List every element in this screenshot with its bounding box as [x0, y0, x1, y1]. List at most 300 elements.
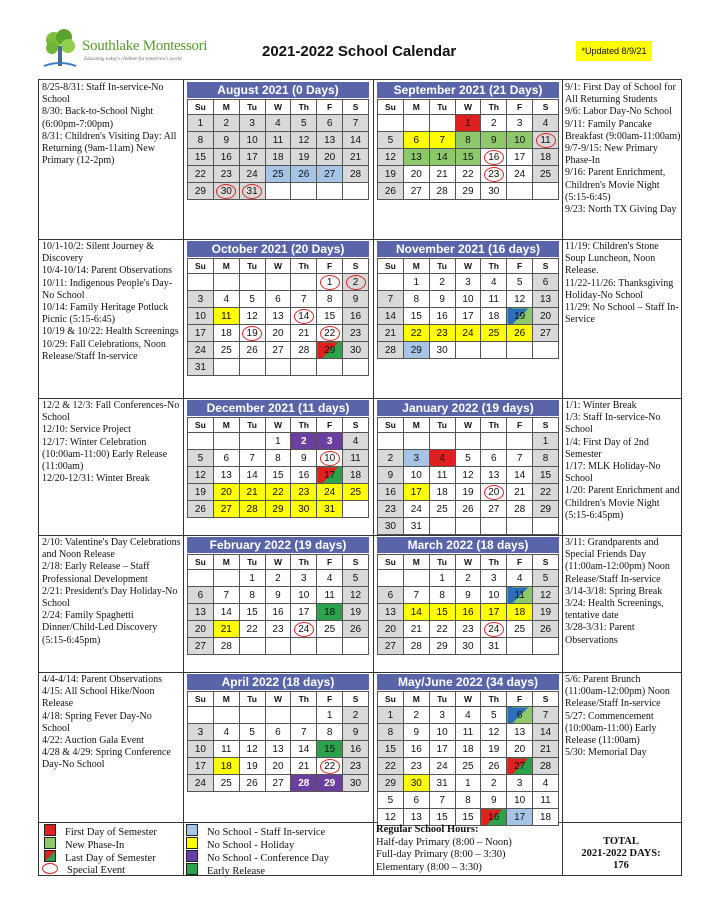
date-number: 30: [410, 777, 422, 789]
day-cell: [291, 484, 317, 501]
day-cell: [239, 291, 265, 308]
day-header: M: [403, 418, 429, 433]
day-cell: [533, 707, 559, 724]
note-line: 10/11: Indigenous People's Day-No School: [42, 277, 173, 301]
day-cell: [507, 132, 533, 149]
day-cell: [403, 274, 429, 291]
date-number: 6: [491, 452, 497, 464]
date-number: 9: [223, 134, 230, 146]
dark-green-swatch-icon: [186, 863, 198, 875]
date-number: 4: [542, 117, 549, 129]
date-number: 17: [436, 743, 448, 755]
day-cell: [429, 291, 455, 308]
date-number: 22: [384, 760, 396, 772]
day-cell: [343, 433, 369, 450]
day-cell: [507, 587, 533, 604]
day-cell: [481, 467, 507, 484]
date-number: 30: [349, 344, 362, 356]
day-cell: [429, 450, 455, 467]
date-number: 26: [246, 777, 258, 789]
date-number: 10: [194, 310, 206, 322]
day-cell: [317, 570, 343, 587]
date-number: 18: [539, 811, 552, 823]
day-header: S: [533, 418, 559, 433]
day-cell: [507, 115, 533, 132]
notes-aug: [42, 82, 181, 237]
date-number: 31: [436, 777, 448, 789]
date-number: 15: [410, 310, 422, 322]
date-number: 13: [272, 743, 284, 755]
day-cell: [378, 291, 404, 308]
day-cell: [317, 484, 343, 501]
day-cell: [188, 291, 214, 308]
month-table: [187, 554, 369, 655]
day-cell: [455, 792, 481, 809]
special-event-date: 19: [242, 326, 262, 341]
date-number: 18: [220, 760, 232, 772]
note-line: 9/23: North TX Giving Day: [565, 204, 677, 216]
date-number: 11: [462, 726, 474, 738]
date-number: 28: [220, 640, 232, 652]
day-header: S: [343, 418, 369, 433]
day-header: F: [507, 692, 533, 707]
day-cell: [265, 724, 291, 741]
date-number: 8: [197, 134, 204, 146]
note-line: 1/17: MLK Holiday-No School: [565, 461, 661, 485]
date-number: 3: [249, 117, 255, 129]
day-header: Su: [188, 259, 214, 274]
day-cell: [507, 450, 533, 467]
date-number: 11: [272, 134, 284, 146]
date-number: 5: [491, 709, 497, 721]
date-number: 20: [539, 310, 552, 322]
day-cell: [317, 308, 343, 325]
month-title: October 2021 (20 Days): [187, 241, 369, 257]
day-cell: [429, 149, 455, 166]
date-number: 28: [349, 168, 362, 180]
day-cell: [403, 115, 429, 132]
day-cell: [213, 149, 239, 166]
day-cell: [265, 467, 291, 484]
date-number: 7: [387, 293, 394, 305]
day-header: M: [213, 555, 239, 570]
day-cell: [481, 638, 507, 655]
day-cell: [429, 707, 455, 724]
day-cell: [188, 166, 214, 183]
day-cell: [455, 724, 481, 741]
date-number: 20: [194, 623, 206, 635]
month-table: [187, 417, 369, 518]
date-number: 6: [413, 134, 420, 146]
day-cell: [429, 433, 455, 450]
notes-mar: [565, 537, 681, 670]
day-cell: [507, 308, 533, 325]
day-cell: [429, 638, 455, 655]
day-cell: [265, 570, 291, 587]
day-cell: [403, 467, 429, 484]
day-cell: [507, 149, 533, 166]
month-title: August 2021 (0 Days): [187, 82, 369, 98]
date-number: 9: [413, 726, 420, 738]
day-cell: [213, 621, 239, 638]
day-cell: [213, 758, 239, 775]
day-cell: [455, 775, 481, 792]
day-cell: [507, 792, 533, 809]
day-cell: [481, 741, 507, 758]
day-cell: [291, 450, 317, 467]
date-number: 18: [462, 743, 474, 755]
date-number: 10: [514, 794, 526, 806]
day-header: Tu: [239, 100, 265, 115]
day-cell: [378, 775, 404, 792]
day-cell: [343, 467, 369, 484]
note-line: 3/14-3/18: Spring Break: [565, 585, 663, 597]
day-cell: [291, 758, 317, 775]
date-number: 21: [298, 327, 310, 339]
day-cell: [455, 325, 481, 342]
day-header: M: [403, 692, 429, 707]
date-number: 12: [462, 469, 474, 481]
special-event-date: 22: [320, 759, 340, 774]
day-header: Su: [378, 100, 404, 115]
day-cell: [455, 638, 481, 655]
date-number: 4: [275, 117, 281, 129]
day-cell: [403, 342, 429, 359]
day-cell: [378, 274, 404, 291]
note-line: 1/3: Staff In-service-No School: [565, 412, 661, 436]
day-cell: [429, 570, 455, 587]
date-number: 19: [488, 743, 500, 755]
date-number: 20: [514, 743, 526, 755]
day-cell: [265, 758, 291, 775]
date-number: 13: [514, 726, 526, 738]
date-number: 30: [436, 344, 448, 356]
day-cell: [533, 325, 559, 342]
date-number: 26: [514, 327, 526, 339]
day-cell: [403, 325, 429, 342]
date-number: 8: [542, 452, 549, 464]
date-number: 29: [436, 640, 448, 652]
month-table: [377, 258, 559, 359]
day-cell: [239, 621, 265, 638]
day-cell: [188, 587, 214, 604]
day-cell: [291, 342, 317, 359]
day-cell: [343, 359, 369, 376]
special-event-date: 22: [320, 326, 340, 341]
day-cell: [188, 707, 214, 724]
total-days: TOTAL 2021-2022 DAYS: 176: [581, 836, 661, 871]
day-cell: [213, 359, 239, 376]
date-number: 29: [272, 503, 284, 515]
day-cell: [429, 518, 455, 535]
date-number: 21: [246, 486, 258, 498]
note-line: 10/29: Fall Celebrations, Noon Release/Staff In-service: [42, 338, 166, 362]
day-cell: [481, 308, 507, 325]
date-number: 25: [436, 503, 448, 515]
day-cell: [378, 433, 404, 450]
day-cell: [429, 484, 455, 501]
day-cell: [188, 638, 214, 655]
day-cell: [507, 274, 533, 291]
day-cell: [317, 450, 343, 467]
month-title: April 2022 (18 days): [187, 674, 369, 690]
day-header: S: [343, 259, 369, 274]
date-number: 28: [539, 760, 552, 772]
day-header: M: [213, 418, 239, 433]
day-cell: [291, 291, 317, 308]
day-cell: [455, 467, 481, 484]
date-number: 1: [439, 572, 445, 584]
day-cell: [317, 274, 343, 291]
date-number: 7: [352, 117, 359, 129]
note-line: 2/21: President's Day Holiday-No School: [42, 585, 178, 610]
day-cell: [239, 166, 265, 183]
month-title: May/June 2022 (34 days): [377, 674, 559, 690]
day-header: Tu: [429, 692, 455, 707]
month-may-june-2022: [377, 674, 559, 826]
date-number: 4: [352, 435, 359, 447]
date-number: 2: [352, 709, 359, 721]
month-january-2022: [377, 400, 559, 535]
day-cell: [239, 325, 265, 342]
date-number: 31: [488, 640, 500, 652]
day-header: W: [455, 259, 481, 274]
day-cell: [429, 758, 455, 775]
date-number: 14: [384, 310, 396, 322]
day-cell: [343, 291, 369, 308]
day-header: Th: [291, 555, 317, 570]
date-number: 10: [436, 726, 448, 738]
date-number: 4: [223, 293, 230, 305]
note-line: 8/25-8/31: Staff In-service-No School: [42, 82, 164, 106]
day-cell: [403, 570, 429, 587]
date-number: 4: [465, 709, 471, 721]
day-cell: [403, 518, 429, 535]
day-cell: [317, 166, 343, 183]
day-cell: [481, 484, 507, 501]
date-number: 24: [194, 777, 206, 789]
date-number: 4: [326, 572, 333, 584]
date-number: 4: [542, 777, 549, 789]
date-number: 6: [516, 709, 523, 721]
day-cell: [265, 433, 291, 450]
month-title: September 2021 (21 Days): [377, 82, 559, 98]
day-cell: [481, 149, 507, 166]
day-cell: [188, 359, 214, 376]
day-cell: [239, 775, 265, 792]
school-tagline: Educating today's children for tomorrow's world: [84, 57, 182, 62]
date-number: 1: [465, 117, 471, 129]
month-october-2021: [187, 241, 369, 376]
day-cell: [291, 467, 317, 484]
date-number: 22: [246, 623, 258, 635]
day-cell: [317, 775, 343, 792]
month-february-2022: [187, 537, 369, 655]
date-number: 10: [194, 743, 206, 755]
day-cell: [317, 707, 343, 724]
date-number: 14: [220, 606, 232, 618]
date-number: 6: [326, 117, 333, 129]
day-cell: [507, 724, 533, 741]
date-number: 10: [410, 469, 422, 481]
day-cell: [188, 149, 214, 166]
day-cell: [291, 741, 317, 758]
day-cell: [213, 724, 239, 741]
date-number: 2: [275, 572, 281, 584]
note-line: 10/14: Family Heritage Potluck Picnic (5:15-6:45): [42, 302, 169, 326]
day-cell: [265, 115, 291, 132]
day-header: S: [533, 692, 559, 707]
day-cell: [403, 792, 429, 809]
date-number: 29: [324, 777, 336, 789]
date-number: 11: [514, 589, 525, 601]
day-cell: [429, 724, 455, 741]
date-number: 16: [298, 469, 310, 481]
date-number: 12: [246, 743, 258, 755]
day-cell: [343, 501, 369, 518]
day-cell: [265, 587, 291, 604]
date-number: 5: [197, 452, 204, 464]
date-number: 14: [246, 469, 258, 481]
month-title: November 2021 (16 days): [377, 241, 559, 257]
day-cell: [343, 183, 369, 200]
date-number: 15: [462, 151, 474, 163]
date-number: 21: [514, 486, 526, 498]
day-cell: [481, 501, 507, 518]
note-line: 5/30: Memorial Day: [565, 747, 647, 759]
day-header: F: [507, 418, 533, 433]
day-cell: [429, 325, 455, 342]
day-cell: [533, 638, 559, 655]
date-number: 10: [514, 134, 526, 146]
date-number: 9: [387, 469, 394, 481]
month-title: December 2021 (11 days): [187, 400, 369, 416]
notes-dec: [42, 400, 181, 533]
day-cell: [455, 166, 481, 183]
month-table: [377, 554, 559, 655]
date-number: 27: [384, 640, 396, 652]
day-cell: [317, 638, 343, 655]
date-number: 11: [436, 469, 448, 481]
day-cell: [265, 501, 291, 518]
date-number: 4: [439, 452, 445, 464]
date-number: 16: [462, 606, 474, 618]
special-event-date: 24: [294, 622, 314, 637]
day-cell: [507, 570, 533, 587]
date-number: 9: [301, 452, 307, 464]
day-header: Th: [481, 418, 507, 433]
day-cell: [239, 274, 265, 291]
day-cell: [429, 308, 455, 325]
day-cell: [239, 638, 265, 655]
date-number: 21: [410, 623, 422, 635]
day-header: Su: [378, 259, 404, 274]
day-cell: [291, 183, 317, 200]
day-cell: [533, 342, 559, 359]
day-cell: [403, 450, 429, 467]
date-number: 14: [514, 469, 526, 481]
date-number: 7: [301, 293, 307, 305]
day-cell: [188, 308, 214, 325]
date-number: 22: [194, 168, 206, 180]
date-number: 2: [223, 117, 230, 129]
day-header: W: [265, 100, 291, 115]
day-cell: [403, 132, 429, 149]
day-header: W: [265, 259, 291, 274]
day-cell: [403, 166, 429, 183]
date-number: 18: [514, 606, 526, 618]
date-number: 31: [324, 503, 336, 515]
day-cell: [507, 707, 533, 724]
date-number: 10: [462, 293, 474, 305]
note-line: 3/11: Grandparents and Special Friends Day (11:00am-12:00pm) Noon Release/Staff In-service: [565, 537, 670, 585]
date-number: 23: [410, 760, 422, 772]
day-cell: [429, 166, 455, 183]
day-cell: [317, 325, 343, 342]
date-number: 27: [539, 327, 552, 339]
date-number: 19: [349, 606, 362, 618]
date-number: 7: [439, 134, 445, 146]
day-cell: [378, 467, 404, 484]
date-number: 27: [488, 503, 500, 515]
date-number: 24: [514, 168, 526, 180]
day-cell: [481, 166, 507, 183]
date-number: 12: [384, 811, 396, 823]
day-cell: [239, 342, 265, 359]
note-line: 10/1-10/2: Silent Journey & Discovery: [42, 241, 154, 265]
date-number: 20: [384, 623, 396, 635]
day-cell: [455, 501, 481, 518]
day-cell: [533, 183, 559, 200]
day-cell: [455, 484, 481, 501]
day-cell: [265, 741, 291, 758]
day-cell: [291, 638, 317, 655]
day-header: Th: [481, 555, 507, 570]
date-number: 20: [272, 760, 284, 772]
date-number: 16: [220, 151, 232, 163]
date-number: 26: [488, 760, 500, 772]
day-cell: [403, 183, 429, 200]
day-cell: [533, 741, 559, 758]
note-line: 9/11: Family Pancake Breakfast (9:00am-11:00am): [565, 118, 681, 142]
day-cell: [291, 433, 317, 450]
day-cell: [213, 775, 239, 792]
date-number: 20: [272, 327, 284, 339]
special-event-date: 23: [484, 167, 504, 182]
date-number: 6: [197, 589, 204, 601]
date-number: 15: [324, 743, 336, 755]
day-cell: [265, 359, 291, 376]
day-cell: [481, 342, 507, 359]
day-cell: [455, 274, 481, 291]
day-cell: [188, 604, 214, 621]
day-cell: [239, 359, 265, 376]
day-cell: [429, 274, 455, 291]
day-header: Tu: [429, 555, 455, 570]
day-cell: [429, 604, 455, 621]
day-cell: [455, 291, 481, 308]
note-line: 10/4-10/14: Parent Observations: [42, 265, 172, 277]
notes-may: [565, 674, 681, 820]
date-number: 8: [387, 726, 394, 738]
day-cell: [317, 467, 343, 484]
day-cell: [455, 604, 481, 621]
day-cell: [403, 433, 429, 450]
day-cell: [213, 587, 239, 604]
day-cell: [403, 758, 429, 775]
day-header: M: [213, 692, 239, 707]
date-number: 23: [462, 623, 474, 635]
